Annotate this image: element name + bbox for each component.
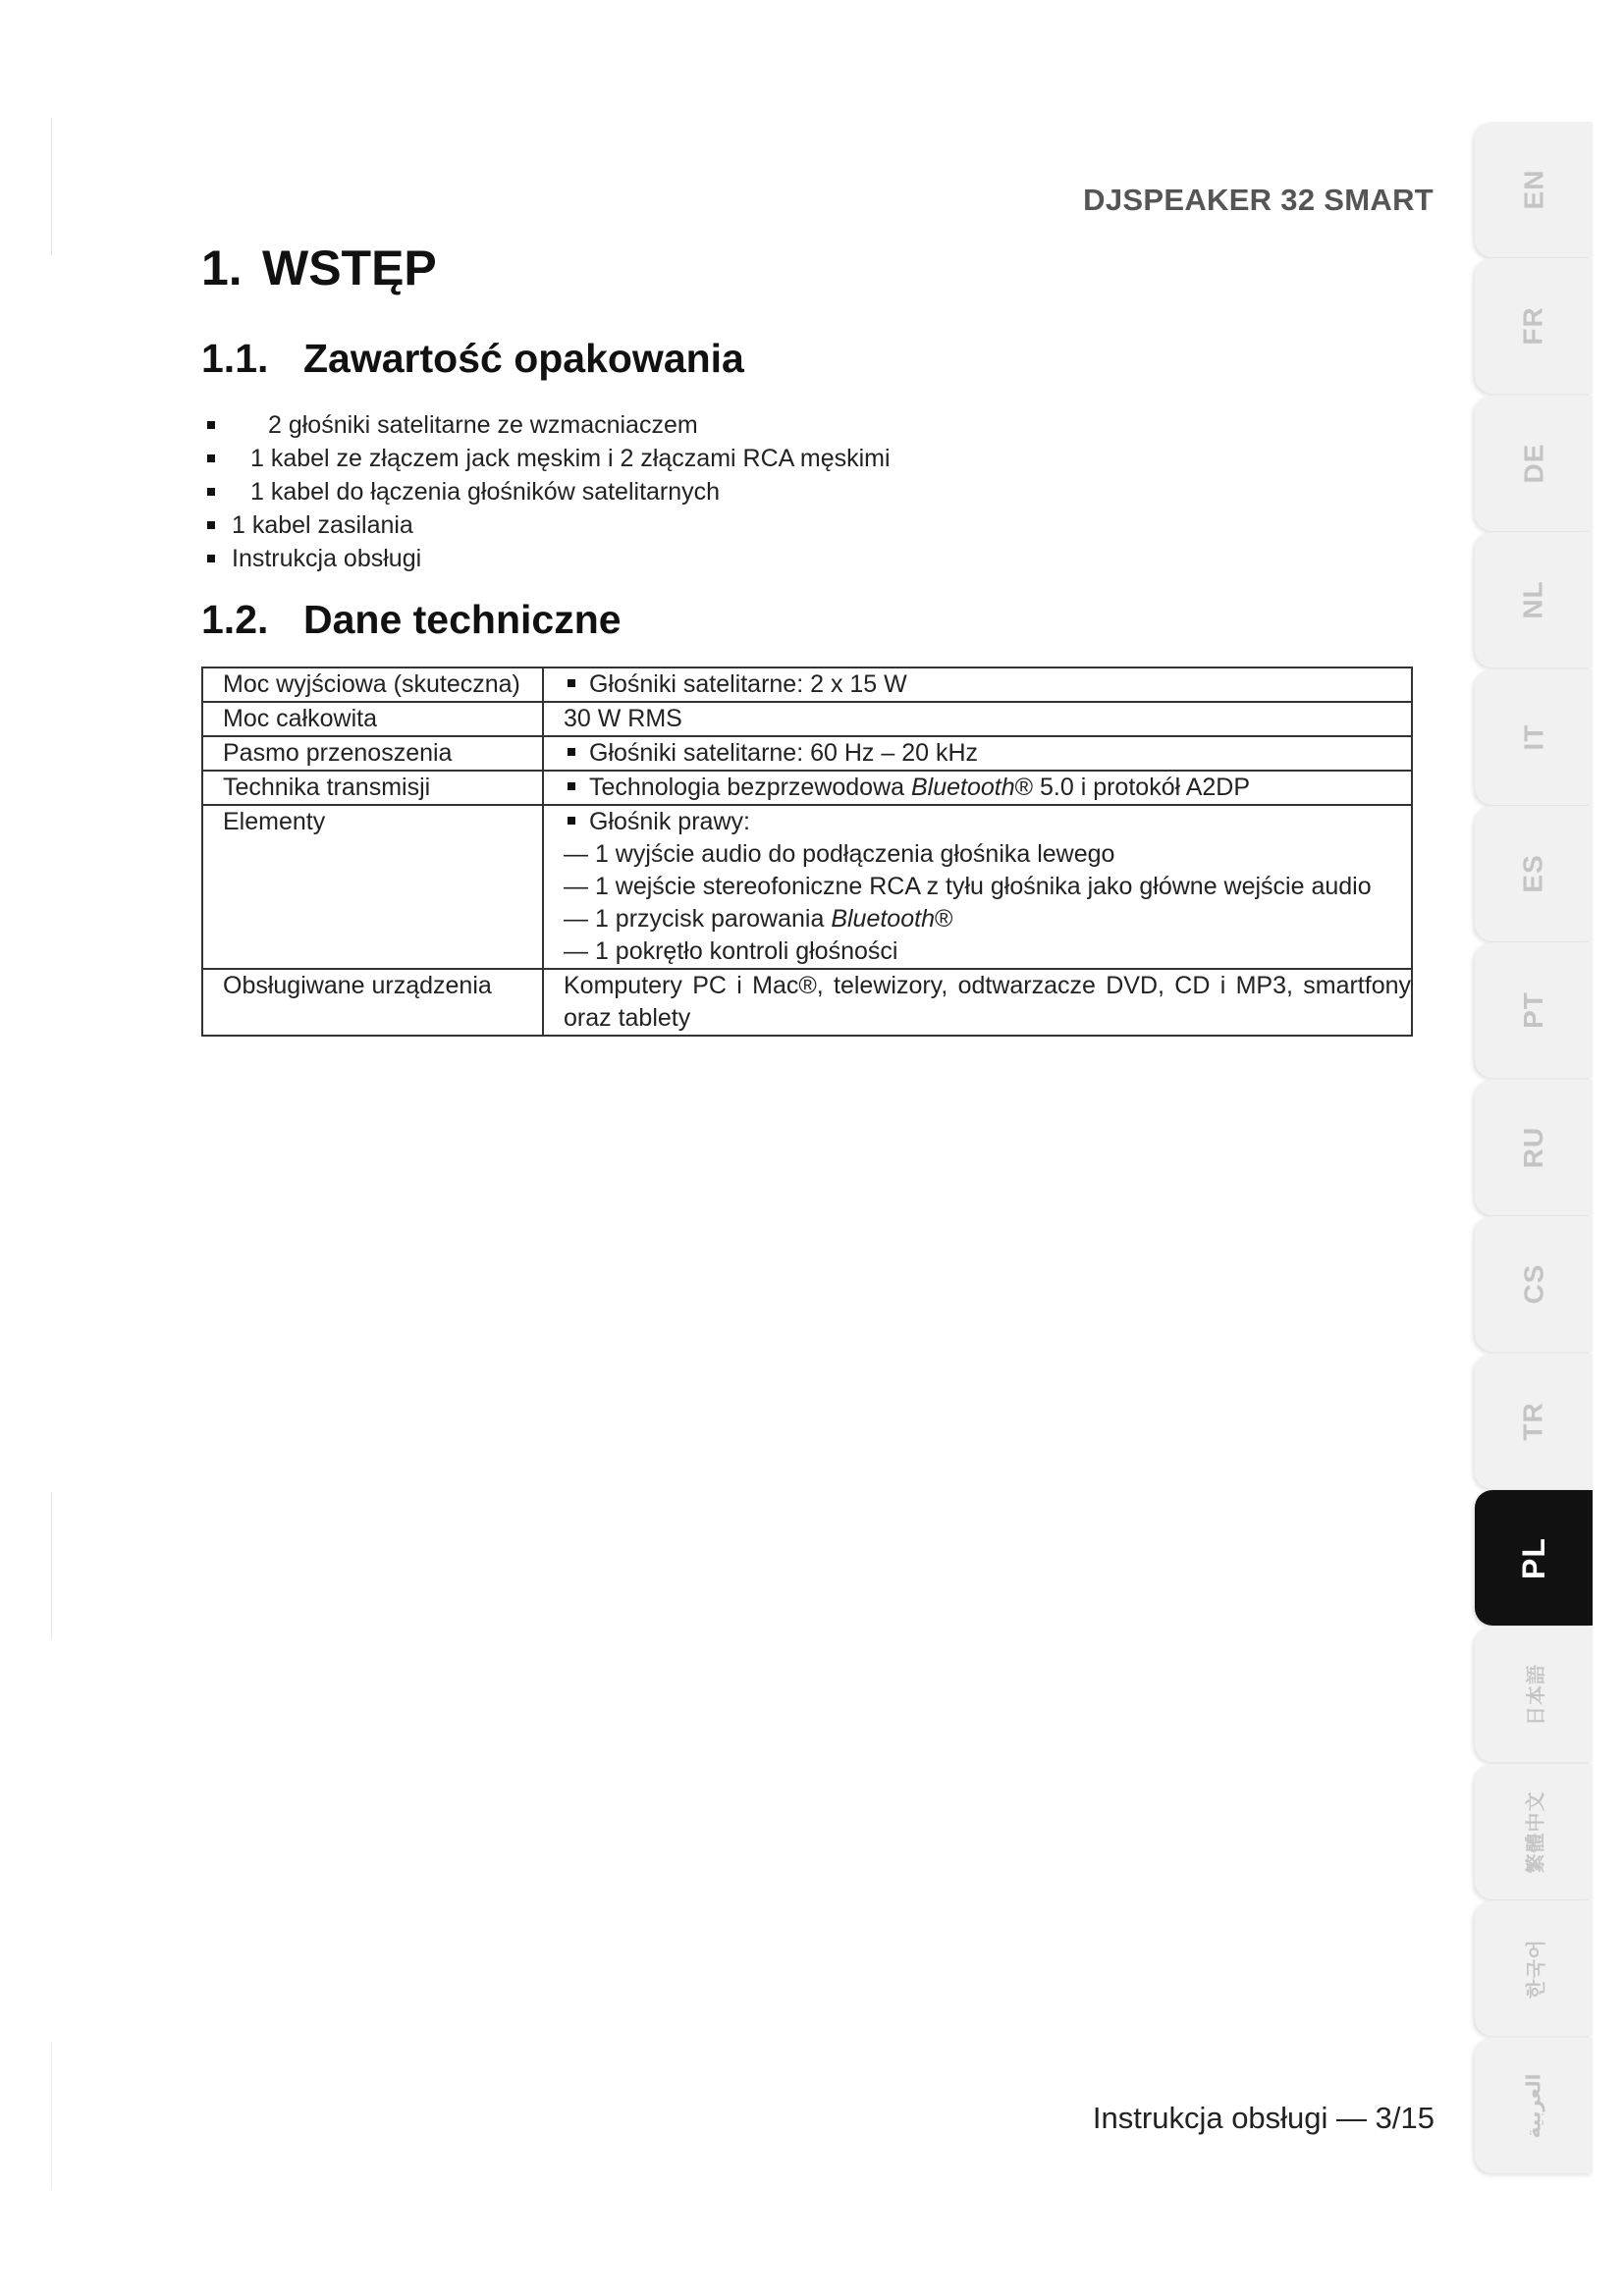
tab-ru[interactable]: RU [1475, 1080, 1593, 1215]
section-title: Zawartość opakowania [303, 336, 744, 381]
spec-value: Głośnik prawy: — 1 wyjście audio do podłączenia głośnika lewego — 1 wejście stereofoniczne RCA z tyłu głośnika jako główne wejście audio — 1 przycisk parowania Bluetooth® — 1 pokrętło kontroli głośności [543, 805, 1412, 969]
list-item: 1 kabel do łączenia głośników satelitarnych [201, 475, 891, 508]
tab-de[interactable]: DE [1475, 396, 1593, 531]
spec-value: 30 W RMS [543, 702, 1412, 736]
spec-value: Technologia bezprzewodowa Bluetooth® 5.0 i protokół A2DP [543, 771, 1412, 805]
section-number: 1. [201, 240, 243, 295]
bullet-icon [207, 421, 215, 429]
table-row [202, 771, 1412, 805]
list-item: 2 głośniki satelitarne ze wzmacniaczem [201, 408, 891, 442]
spec-label: Technika transmisji [202, 771, 543, 805]
spec-label: Moc całkowita [202, 702, 543, 736]
section-number: 1.2. [201, 597, 269, 642]
bullet-icon [207, 555, 215, 562]
bullet-icon [568, 817, 575, 825]
tab-zh-hant[interactable]: 繁體中文 [1475, 1764, 1593, 1899]
package-contents-list [201, 408, 891, 575]
spec-value: Głośniki satelitarne: 60 Hz – 20 kHz [543, 736, 1412, 771]
tab-fr[interactable]: FR [1475, 258, 1593, 394]
list-item: 1 kabel zasilania [201, 508, 891, 542]
product-name-header: DJSPEAKER 32 SMART [1083, 183, 1434, 217]
tab-it[interactable]: IT [1475, 669, 1593, 805]
table-row [202, 969, 1412, 1036]
bullet-icon [207, 454, 215, 462]
section-heading-1 [201, 240, 437, 296]
bullet-icon [207, 488, 215, 496]
section-heading-1-2 [201, 597, 622, 643]
spec-value: Głośniki satelitarne: 2 x 15 W [543, 667, 1412, 702]
bullet-icon [568, 748, 575, 756]
spec-label: Elementy [202, 805, 543, 969]
page-footer: Instrukcja obsługi — 3/15 [1092, 2101, 1435, 2135]
spec-label: Moc wyjściowa (skuteczna) [202, 667, 543, 702]
section-title: WSTĘP [262, 240, 437, 295]
section-heading-1-1 [201, 336, 744, 382]
section-title: Dane techniczne [303, 597, 622, 642]
table-row [202, 702, 1412, 736]
table-row [202, 667, 1412, 702]
table-row [202, 736, 1412, 771]
tab-pt[interactable]: PT [1475, 942, 1593, 1078]
tab-es[interactable]: ES [1475, 806, 1593, 941]
tab-ko[interactable]: 한국어 [1475, 1900, 1593, 2036]
list-item: 1 kabel ze złączem jack męskim i 2 złączami RCA męskimi [201, 442, 891, 475]
table-row [202, 805, 1412, 969]
bullet-icon [207, 521, 215, 529]
specifications-table [201, 667, 1413, 1037]
page-edge-line [51, 2042, 52, 2189]
tab-pl[interactable]: PL [1475, 1490, 1593, 1626]
spec-label: Obsługiwane urządzenia [202, 969, 543, 1036]
tab-cs[interactable]: CS [1475, 1216, 1593, 1352]
list-item: Instrukcja obsługi [201, 542, 891, 575]
section-number: 1.1. [201, 336, 269, 381]
tab-en[interactable]: EN [1475, 122, 1593, 257]
tab-ar[interactable]: العربية [1475, 2038, 1593, 2173]
bullet-icon [568, 679, 575, 687]
spec-label: Pasmo przenoszenia [202, 736, 543, 771]
page-edge-line [51, 118, 52, 255]
language-tabs [1475, 118, 1593, 2189]
spec-value: Komputery PC i Mac®, telewizory, odtwarzacze DVD, CD i MP3, smartfony oraz tablety [543, 969, 1412, 1036]
tab-ja[interactable]: 日本語 [1475, 1627, 1593, 1762]
tab-tr[interactable]: TR [1475, 1354, 1593, 1489]
bullet-icon [568, 782, 575, 790]
tab-nl[interactable]: NL [1475, 532, 1593, 667]
page-edge-line [51, 1492, 52, 1639]
